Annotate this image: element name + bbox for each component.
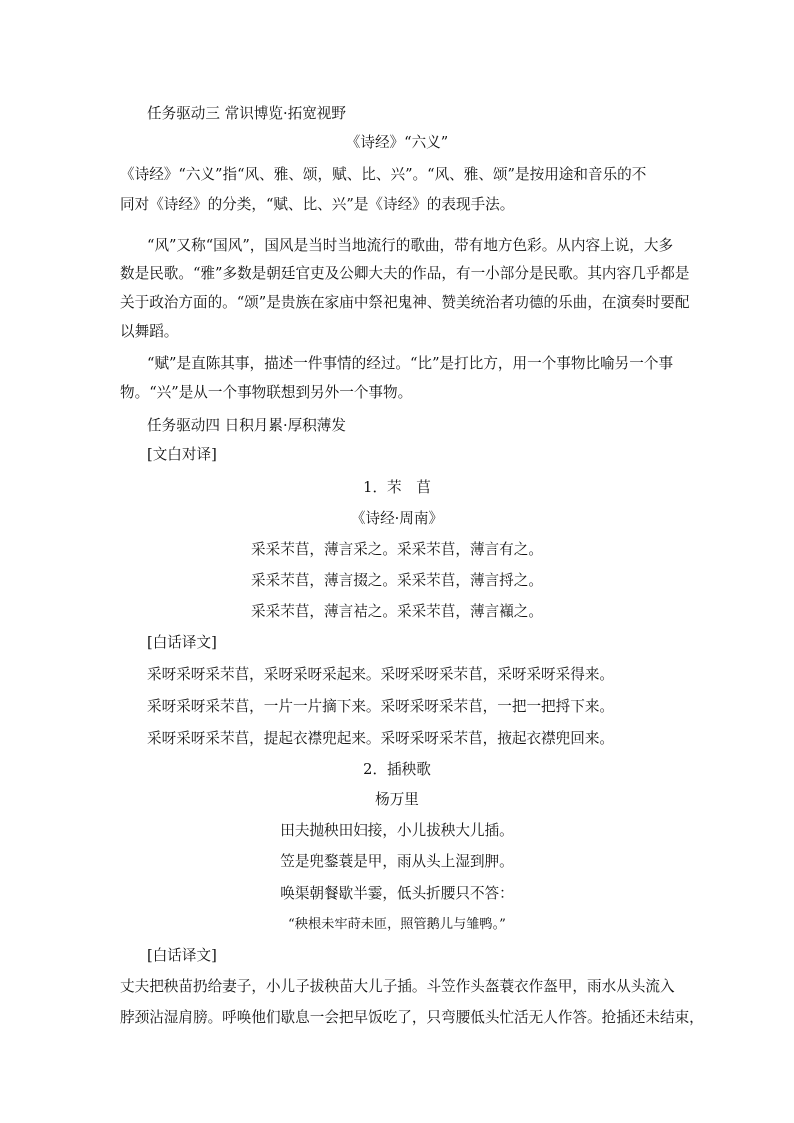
paragraph-feng-line4: 以舞蹈。 (120, 323, 179, 340)
poem2-quote: “秧根未牢莳未匝，照管鹅儿与雏鸭。” (288, 917, 506, 932)
poem1-line: 采采芣苢，薄言采之。采采芣苢，薄言有之。 (251, 541, 543, 558)
poem2-line: 田夫抛秧田妇接，小儿拔秧大儿插。 (280, 822, 514, 839)
paragraph-feng-line2: 数是民歌。“雅”多数是朝廷官吏及公卿大夫的作品，有一小部分是民歌。其内容几乎都是 (120, 265, 690, 282)
paragraph-fu-line2: 物。“兴”是从一个事物联想到另外一个事物。 (120, 384, 413, 401)
paragraph-feng-line1: “风”又称“国风”，国风是当时当地流行的歌曲，带有地方色彩。从内容上说，大多 (147, 237, 674, 254)
poem2-author: 杨万里 (375, 791, 419, 808)
label-wenbai: [文白对译] (147, 446, 217, 463)
poem1-translation-line: 采呀采呀采芣苢，一片一片摘下来。采呀采呀采芣苢，一把一把捋下来。 (147, 698, 615, 715)
paragraph-fu-line1: “赋”是直陈其事，描述一件事情的经过。“比”是打比方，用一个事物比喻另一个事 (147, 355, 674, 372)
poem2-title: 2．插秧歌 (363, 761, 431, 778)
poem1-translation-line: 采呀采呀采芣苢，提起衣襟兜起来。采呀采呀采芣苢，掖起衣襟兜回来。 (147, 730, 615, 747)
poem1-translation-label: [白话译文] (147, 634, 217, 651)
poem1-translation-line: 采呀采呀采芣苢，采呀采呀采起来。采呀采呀采芣苢，采呀采呀采得来。 (147, 666, 615, 683)
poem1-line: 采采芣苢，薄言袺之。采采芣苢，薄言襭之。 (251, 603, 543, 620)
section3-heading: 任务驱动三 常识博览·拓宽视野 (147, 105, 346, 122)
poem1-line: 采采芣苢，薄言掇之。采采芣苢，薄言捋之。 (251, 572, 543, 589)
section3-title: 《诗经》“六义” (345, 134, 449, 151)
poem1-source: 《诗经·周南》 (350, 510, 444, 527)
section4-heading: 任务驱动四 日积月累·厚积薄发 (147, 417, 346, 434)
poem2-translation-line: 脖颈沾湿肩膀。呼唤他们歇息一会把早饭吃了，只弯腰低头忙活无人作答。抢插还未结束， (120, 1009, 704, 1026)
paragraph-liuyi-line1: 《诗经》“六义”指“风、雅、颂，赋、比、兴”。“风、雅、颂”是按用途和音乐的不 (120, 166, 647, 183)
paragraph-feng-line3: 关于政治方面的。“颂”是贵族在家庙中祭祀鬼神、赞美统治者功德的乐曲，在演奏时要配 (120, 294, 690, 311)
poem2-line: 唤渠朝餐歇半霎，低头折腰只不答： (280, 885, 514, 902)
poem1-title: 1．芣 苢 (363, 479, 431, 496)
poem2-translation-label: [白话译文] (147, 947, 217, 964)
paragraph-liuyi-line2: 同对《诗经》的分类，“赋、比、兴”是《诗经》的表现手法。 (120, 196, 515, 213)
poem2-line: 笠是兜鍪蓑是甲，雨从头上湿到胛。 (280, 853, 514, 870)
poem2-translation-line: 丈夫把秧苗扔给妻子，小儿子拔秧苗大儿子插。斗笠作头盔蓑衣作盔甲，雨水从头流入 (120, 978, 675, 995)
